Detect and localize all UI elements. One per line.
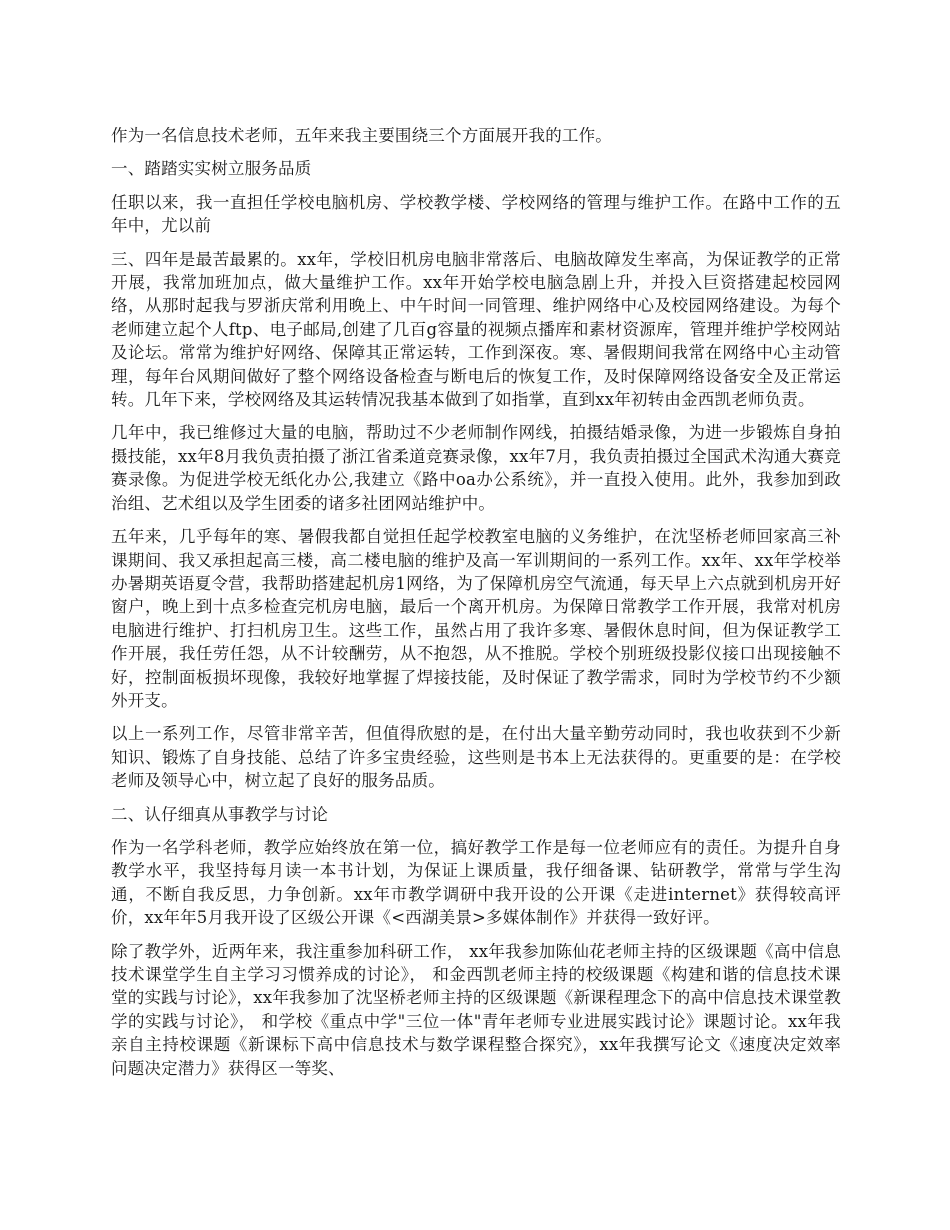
section-heading-service: 一、踏踏实实树立服务品质 [111,159,312,179]
paragraph-summary: 以上一系列工作，尽管非常辛苦，但值得欣慰的是，在付出大量辛勤劳动同时，我也收获到不少新知识、锻炼了自身技能、总结了许多宝贵经验，这些则是书本上无法获得的。更重要的是：在学校老师及领导心中，树立起了良好的服务品质。 [111,724,841,791]
paragraph-research: 除了教学外，近两年来，我注重参加科研工作， xx年我参加陈仙花老师主持的区级课题《高中信息技术课堂学生自主学习习惯养成的讨论》， 和金西凯老师主持的校级课题《构建和谐的信息技术课堂的实践与讨论》，xx年我参加了沈坚桥老师主持的区级课题《新课程理念下的高中信息技术课堂教学的实践与讨论》， 和学校《重点中学"三位一体"青年老师专业进展实践讨论》课题讨论。xx年我亲自主持校课题《新课标下高中信息技术与数学课程整合探究》，xx年我撰写论文《速度决定效率 问题决定潜力》获得区一等奖、 [111,941,841,1078]
document-body [111,124,841,1090]
paragraph-duties: 任职以来，我一直担任学校电脑机房、学校教学楼、学校网络的管理与维护工作。在路中工作的五年中，尤以前 [111,192,841,236]
paragraph-computer-repair: 几年中，我已维修过大量的电脑，帮助过不少老师制作网线，拍摄结婚录像，为进一步锻炼自身拍摄技能，xx年8月我负责拍摄了浙江省柔道竞赛录像，xx年7月，我负责拍摄过全国武术沟通大赛竞赛录像。为促进学校无纸化办公,我建立《路中oa办公系统》，并一直投入使用。此外，我参加到政治组、艺术组以及学生团委的诸多社团网站维护中。 [111,423,841,513]
intro-paragraph: 作为一名信息技术老师，五年来我主要围绕三个方面展开我的工作。 [111,126,612,145]
paragraph-network-maintenance: 三、四年是最苦最累的。xx年，学校旧机房电脑非常落后、电脑故障发生率高，为保证教学的正常开展，我常加班加点，做大量维护工作。xx年开始学校电脑急剧上升，并投入巨资搭建起校园网络，从那时起我与罗浙庆常利用晚上、中午时间一同管理、维护网络中心及校园网络建设。为每个老师建立起个人ftp、电子邮局,创建了几百g容量的视频点播库和素材资源库，管理并维护学校网站及论坛。常常为维护好网络、保障其正常运转，工作到深夜。寒、暑假期间我常在网络中心主动管理，每年台风期间做好了整个网络设备检查与断电后的恢复工作，及时保障网络设备安全及正常运转。几年下来，学校网络及其运转情况我基本做到了如指掌，直到xx年初转由金西凯老师负责。 [111,249,841,410]
section-heading-teaching: 二、认仔细真从事教学与讨论 [111,804,329,824]
paragraph-holiday-maintenance: 五年来，几乎每年的寒、暑假我都自觉担任起学校教室电脑的义务维护，在沈坚桥老师回家高三补课期间、我又承担起高三楼，高二楼电脑的维护及高一军训期间的一系列工作。xx年、xx年学校举办暑期英语夏令营，我帮助搭建起机房1网络，为了保障机房空气流通，每天早上六点就到机房开好窗户，晚上到十点多检查完机房电脑，最后一个离开机房。为保障日常教学工作开展，我常对机房电脑进行维护、打扫机房卫生。这些工作，虽然占用了我许多寒、暑假休息时间，但为保证教学工作开展，我任劳任怨，从不计较酬劳，从不抱怨，从不推脱。学校个别班级投影仪接口出现接触不好，控制面板损坏现像，我较好地掌握了焊接技能，及时保证了教学需求，同时为学校节约不少额外开支。 [111,527,841,710]
paragraph-teaching: 作为一名学科老师，教学应始终放在第一位，搞好教学工作是每一位老师应有的责任。为提升自身教学水平，我坚持每月读一本书计划，为保证上课质量，我仔细备课、钻研教学，常常与学生沟通，不断自我反思，力争创新。xx年市教学调研中我开设的公开课《走进internet》获得较高评价，xx年年5月我开设了区级公开课《<西湖美景>多媒体制作》并获得一致好评。 [111,837,841,928]
